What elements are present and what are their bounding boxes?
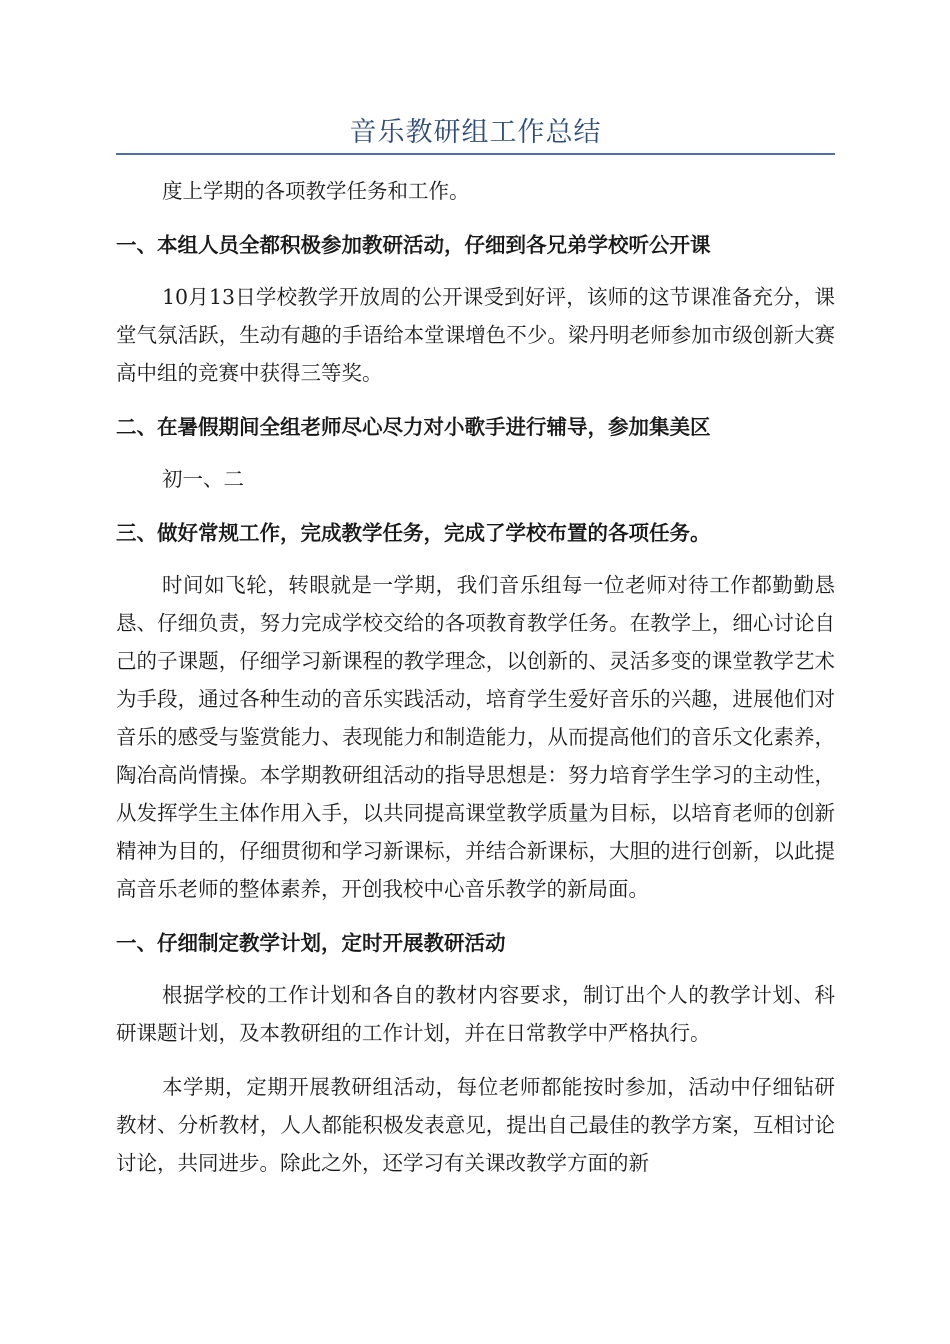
section-heading: 一、仔细制定教学计划，定时开展教研活动 bbox=[116, 931, 506, 955]
title-underline bbox=[116, 153, 835, 155]
paragraph: 10月13日学校教学开放周的公开课受到好评，该师的这节课准备充分，课堂气氛活跃，生动有趣的手语给本堂课增色不少。梁丹明老师参加市级创新大赛高中组的竞赛中获得三等奖。 bbox=[116, 285, 835, 385]
paragraph: 初一、二 bbox=[162, 467, 244, 491]
paragraph: 时间如飞轮，转眼就是一学期，我们音乐组每一位老师对待工作都勤勤恳恳、仔细负责，努力完成学校交给的各项教育教学任务。在教学上，细心讨论自己的子课题，仔细学习新课程的教学理念，以创新的、灵活多变的课堂教学艺术为手段，通过各种生动的音乐实践活动，培育学生爱好音乐的兴趣，进展他们对音乐的感受与鉴赏能力、表现能力和制造能力，从而提高他们的音乐文化素养，陶冶高尚情操。本学期教研组活动的指导思想是：努力培育学生学习的主动性，从发挥学生主体作用入手，以共同提高课堂教学质量为目标，以培育老师的创新精神为目的，仔细贯彻和学习新课标，并结合新课标，大胆的进行创新，以此提高音乐老师的整体素养，开创我校中心音乐教学的新局面。 bbox=[116, 573, 835, 901]
section-heading: 一、本组人员全都积极参加教研活动，仔细到各兄弟学校听公开课 bbox=[116, 233, 711, 257]
paragraph: 本学期，定期开展教研组活动，每位老师都能按时参加，活动中仔细钻研教材、分析教材，人人都能积极发表意见，提出自己最佳的教学方案，互相讨论讨论，共同进步。除此之外，还学习有关课改教学方面的新 bbox=[116, 1075, 835, 1175]
document-title: 音乐教研组工作总结 bbox=[349, 117, 602, 148]
paragraph: 度上学期的各项教学任务和工作。 bbox=[162, 179, 470, 203]
document-body bbox=[116, 172, 835, 1182]
paragraph: 根据学校的工作计划和各自的教材内容要求，制订出个人的教学计划、科研课题计划，及本教研组的工作计划，并在日常教学中严格执行。 bbox=[116, 983, 835, 1045]
section-heading: 二、在暑假期间全组老师尽心尽力对小歌手进行辅导，参加集美区 bbox=[116, 415, 711, 439]
section-heading: 三、做好常规工作，完成教学任务，完成了学校布置的各项任务。 bbox=[116, 521, 711, 545]
